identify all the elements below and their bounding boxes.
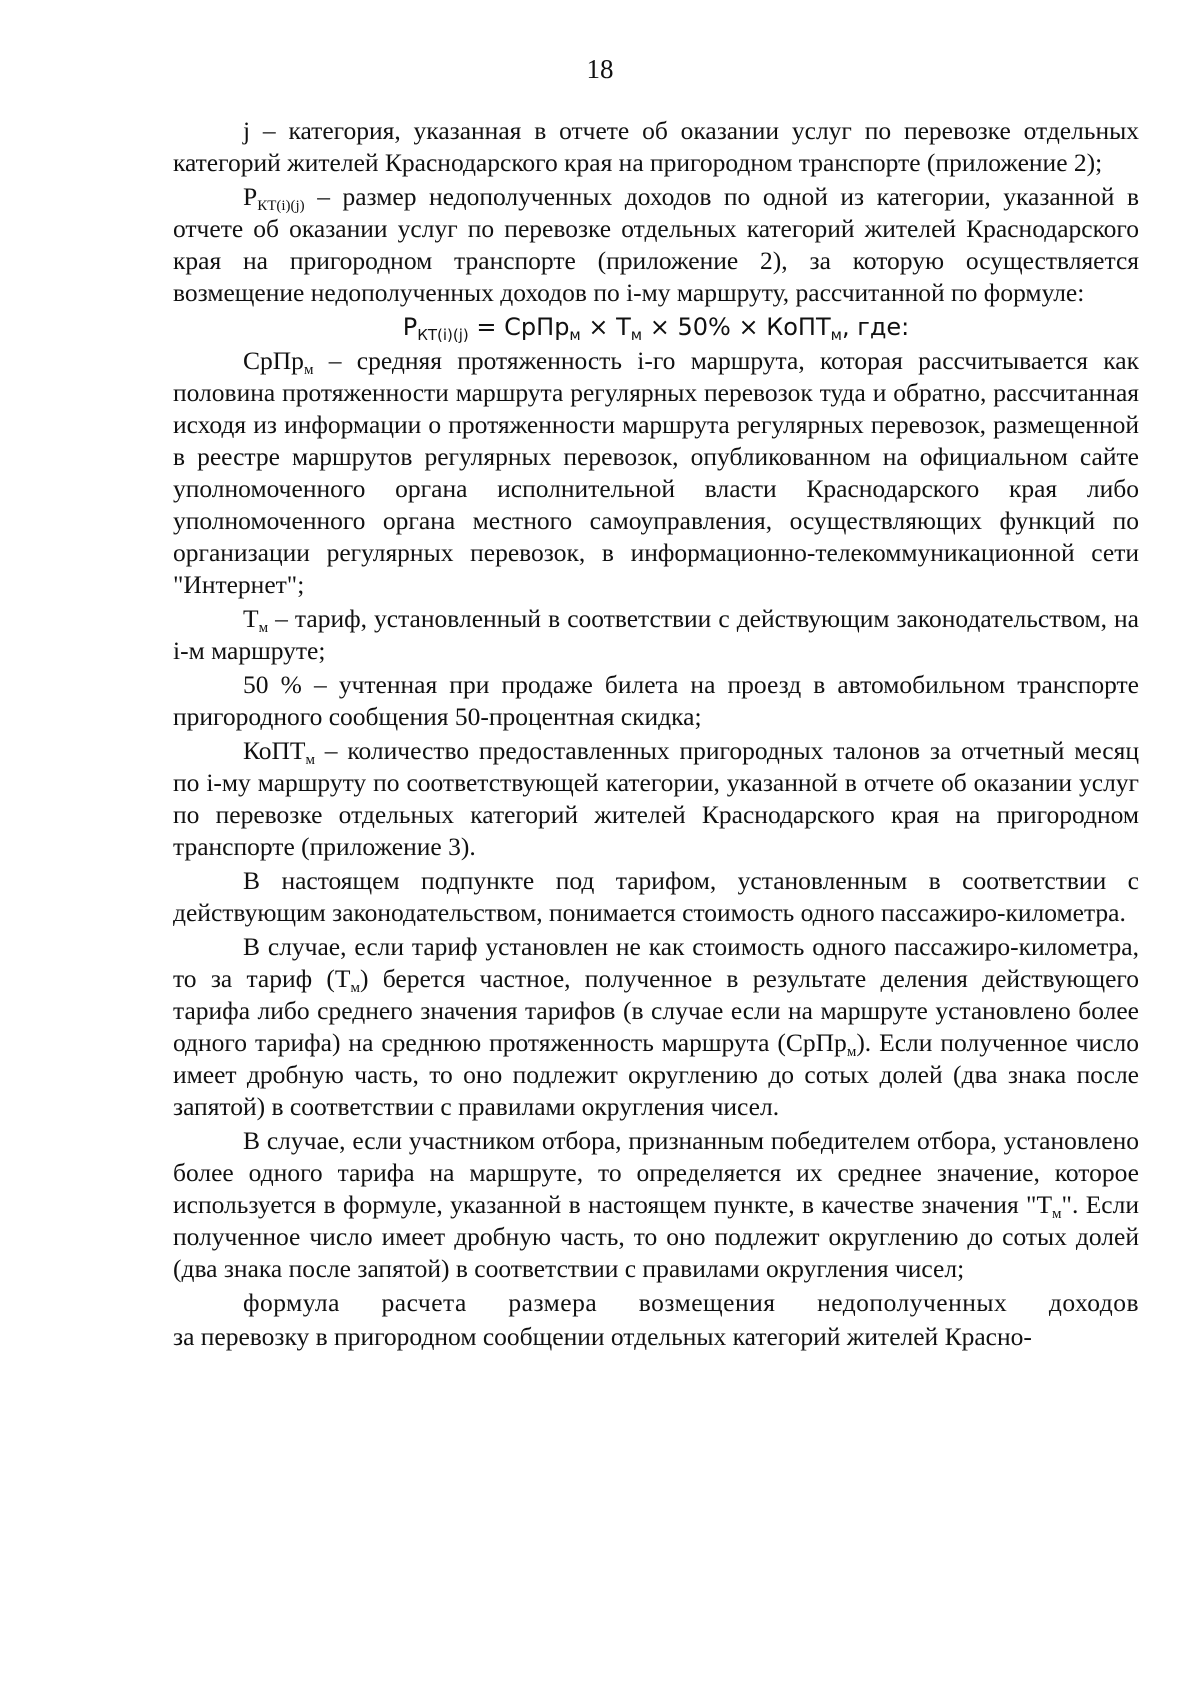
paragraph-kopt-definition: КоПТ$_м$ – количество предоставленных пригородных талонов за отчетный месяц по i-му маршруту по соответствующей категории, указанной в отчете об оказании услуг по перевозке отдельных категорий жителей Краснодарского края на пригородном транспорте (приложение 3). [173,736,1139,861]
document-body [173,115,1139,1355]
paragraph-50-definition: 50 % – учтенная при продаже билета на проезд в автомобильном транспорте пригородного сообщения 50-процентная скидка; [173,670,1139,731]
paragraph-tm-definition: $Т_м$ – тариф, установленный в соответствии с действующим законодательством, на i-м маршруте; [173,604,1139,665]
paragraph-formula-heading-continued: за перевозку в пригородном сообщении отдельных категорий жителей Красно- [173,1322,1032,1351]
term-p: P [243,182,258,211]
paragraph-srpr-definition: СрПр$_м$ – средняя протяженность i-го маршрута, которая рассчитывается как половина протяженности маршрута регулярных перевозок туда и обратно, рассчитанная исходя из информации о протяженности маршрута регулярных перевозок, размещенной в реестре маршрутов регулярных перевозок, опубликованном на официальном сайте уполномоченного органа исполнительной власти Краснодарского края либо уполномоченного органа местного самоуправления, осуществляющих функций по организации регулярных перевозок, в информационно-телекоммуникационной сети "Интернет"; [173,346,1139,599]
term-srpr: СрПр [243,346,304,375]
paragraph-tariff-note: В настоящем подпункте под тарифом, установленным в соответствии с действующим законодательством, понимается стоимость одного пассажиро-километра. [173,866,1139,927]
paragraph-tariff-case: В случае, если тариф установлен не как стоимость одного пассажиро-километра, то за тариф $(Т_м)$ берется частное, полученное в результате деления действующего тарифа либо среднего значения тарифов (в случае если на маршруте установлено более одного тарифа) на среднюю протяженность маршрута (СрПр$_м$). Если полученное число имеет дробную часть, то оно подлежит округлению до сотых долей (два знака после запятой) в соответствии с правилами округления чисел. [173,932,1139,1121]
paragraph-formula-heading: формула расчета размера возмещения недополученных доходов [243,1288,1139,1317]
page-number: 18 [586,54,614,84]
paragraph-multiple-tariffs: В случае, если участником отбора, признанным победителем отбора, установлено более одного тарифа на маршруте, то определяется их среднее значение, которое используется в формуле, указанной в настоящем пункте, в качестве значения "$Т_м$". Если полученное число имеет дробную часть, то оно подлежит округлению до сотых долей (два знака после запятой) в соответствии с правилами округления чисел; [173,1126,1139,1283]
term-j: j [243,116,251,145]
term-50-percent: 50 % [243,670,302,699]
formula: $P_{КТ(i)(j)}$ = СрПр$_м$ × $Т_м \times 50\%$ × КоПТ$_м$, где: [402,313,910,344]
term-kopt: КоПТ [243,736,306,765]
paragraph-p-definition: $P_{КТ(i)(j)}$ – размер недополученных доходов по одной из категории, указанной в отчете об оказании услуг по перевозке отдельных категорий жителей Краснодарского края на пригородном транспорте (приложение 2), за которую осуществляется возмещение недополученных доходов по i-му маршруту, рассчитанной по формуле: [173,182,1139,307]
term-tm: Т [243,604,259,633]
paragraph-j-definition: j – категория, указанная в отчете об оказании услуг по перевозке отдельных категорий жителей Краснодарского края на пригородном транспорте (приложение 2); [173,116,1139,177]
